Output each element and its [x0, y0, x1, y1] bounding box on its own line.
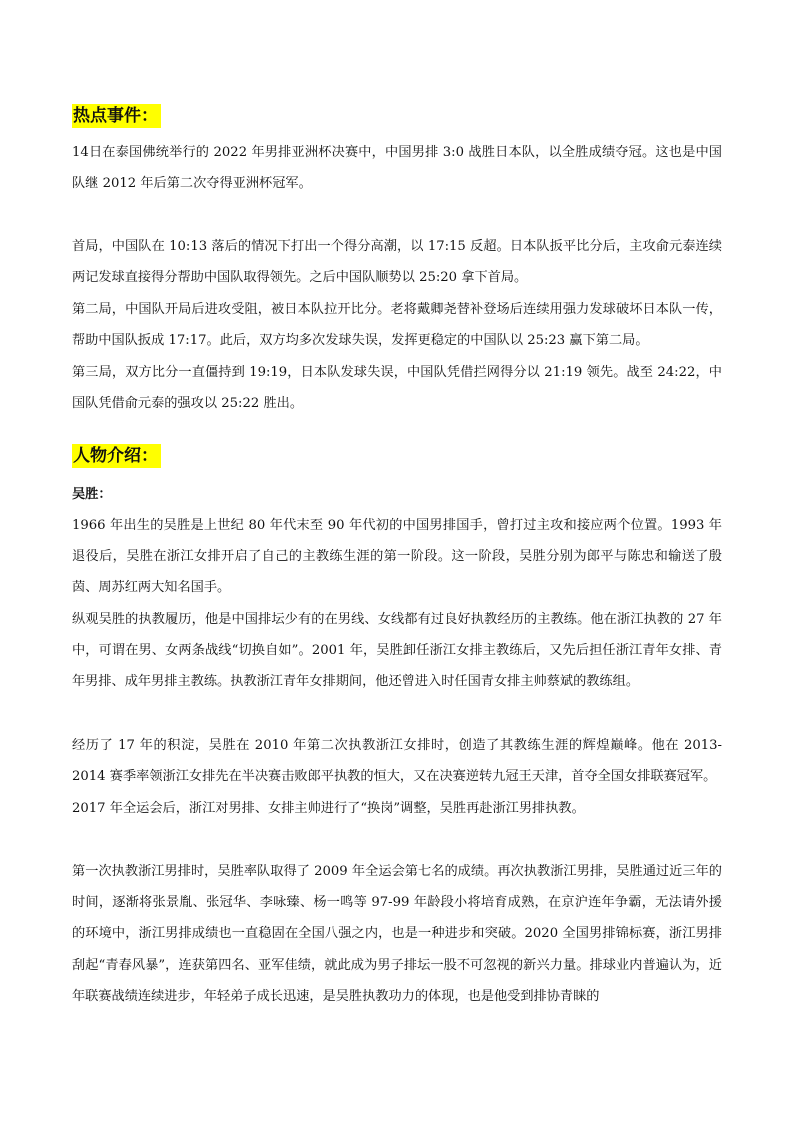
paragraph-hot-1: 14日在泰国佛统举行的 2022 年男排亚洲杯决赛中，中国男排 3:0 战胜日本队，以全胜成绩夺冠。这也是中国队继 2012 年后第二次夺得亚洲杯冠军。: [72, 145, 722, 192]
paragraph-person-4: 2017 年全运会后，浙江对男排、女排主帅进行了“换岗”调整，吴胜再赴浙江男排执教。: [72, 801, 585, 816]
paragraph-hot-3: 第二局，中国队开局后进攻受阻，被日本队拉开比分。老将戴卿尧替补登场后连续用强力发球破坏日本队一传，帮助中国队扳成 17:17。此后，双方均多次发球失误，发挥更稳定的中国队以 25:23 赢下第二局。: [72, 302, 722, 349]
section-heading-person: 人物介绍：: [72, 444, 161, 468]
paragraph-hot-4: 第三局，双方比分一直僵持到 19:19，日本队发球失误，中国队凭借拦网得分以 21:19 领先。战至 24:22，中国队凭借俞元泰的强攻以 25:22 胜出。: [72, 365, 722, 412]
paragraph-person-1: 1966 年出生的吴胜是上世纪 80 年代末至 90 年代初的中国男排国手，曾打过主攻和接应两个位置。1993 年退役后，吴胜在浙江女排开启了自己的主教练生涯的第一阶段。这一阶段，吴胜分别为郎平与陈忠和输送了殷茵、周苏红两大知名国手。: [72, 518, 722, 596]
person-name: 吴胜：: [72, 487, 112, 502]
paragraph-hot-2: 首局，中国队在 10:13 落后的情况下打出一个得分高潮，以 17:15 反超。日本队扳平比分后，主攻俞元泰连续两记发球直接得分帮助中国队取得领先。之后中国队顺势以 25:20 拿下首局。: [72, 239, 722, 286]
paragraph-person-2: 纵观吴胜的执教履历，他是中国排坛少有的在男线、女线都有过良好执教经历的主教练。他在浙江执教的 27 年中，可谓在男、女两条战线“切换自如”。2001 年，吴胜卸任浙江女排主教练后，又先后担任浙江青年女排、青年男排、成年男排主教练。执教浙江青年女排期间，他还曾进入时任国青女排主帅蔡斌的教练组。: [72, 612, 722, 690]
paragraph-person-3: 经历了 17 年的积淀，吴胜在 2010 年第二次执教浙江女排时，创造了其教练生涯的辉煌巅峰。他在 2013-2014 赛季率领浙江女排先在半决赛击败郎平执教的恒大，又在决赛逆转九冠王天津，首夺全国女排联赛冠军。: [72, 738, 722, 785]
section-heading-hot-events: 热点事件：: [72, 104, 161, 128]
paragraph-person-5: 第一次执教浙江男排时，吴胜率队取得了 2009 年全运会第七名的成绩。再次执教浙江男排，吴胜通过近三年的时间，逐渐将张景胤、张冠华、李咏臻、杨一鸣等 97-99 年龄段小将培育成熟，在京沪连年争霸，无法请外援的环境中，浙江男排成绩也一直稳固在全国八强之内，也是一种进步和突破。2020 全国男排锦标赛，浙江男排刮起“青春风暴”，连获第四名、亚军佳绩，就此成为男子排坛一股不可忽视的新兴力量。排球业内普遍认为，近年联赛战绩连续进步，年轻弟子成长迅速，是吴胜执教功力的体现，也是他受到排协青睐的: [72, 864, 722, 1004]
